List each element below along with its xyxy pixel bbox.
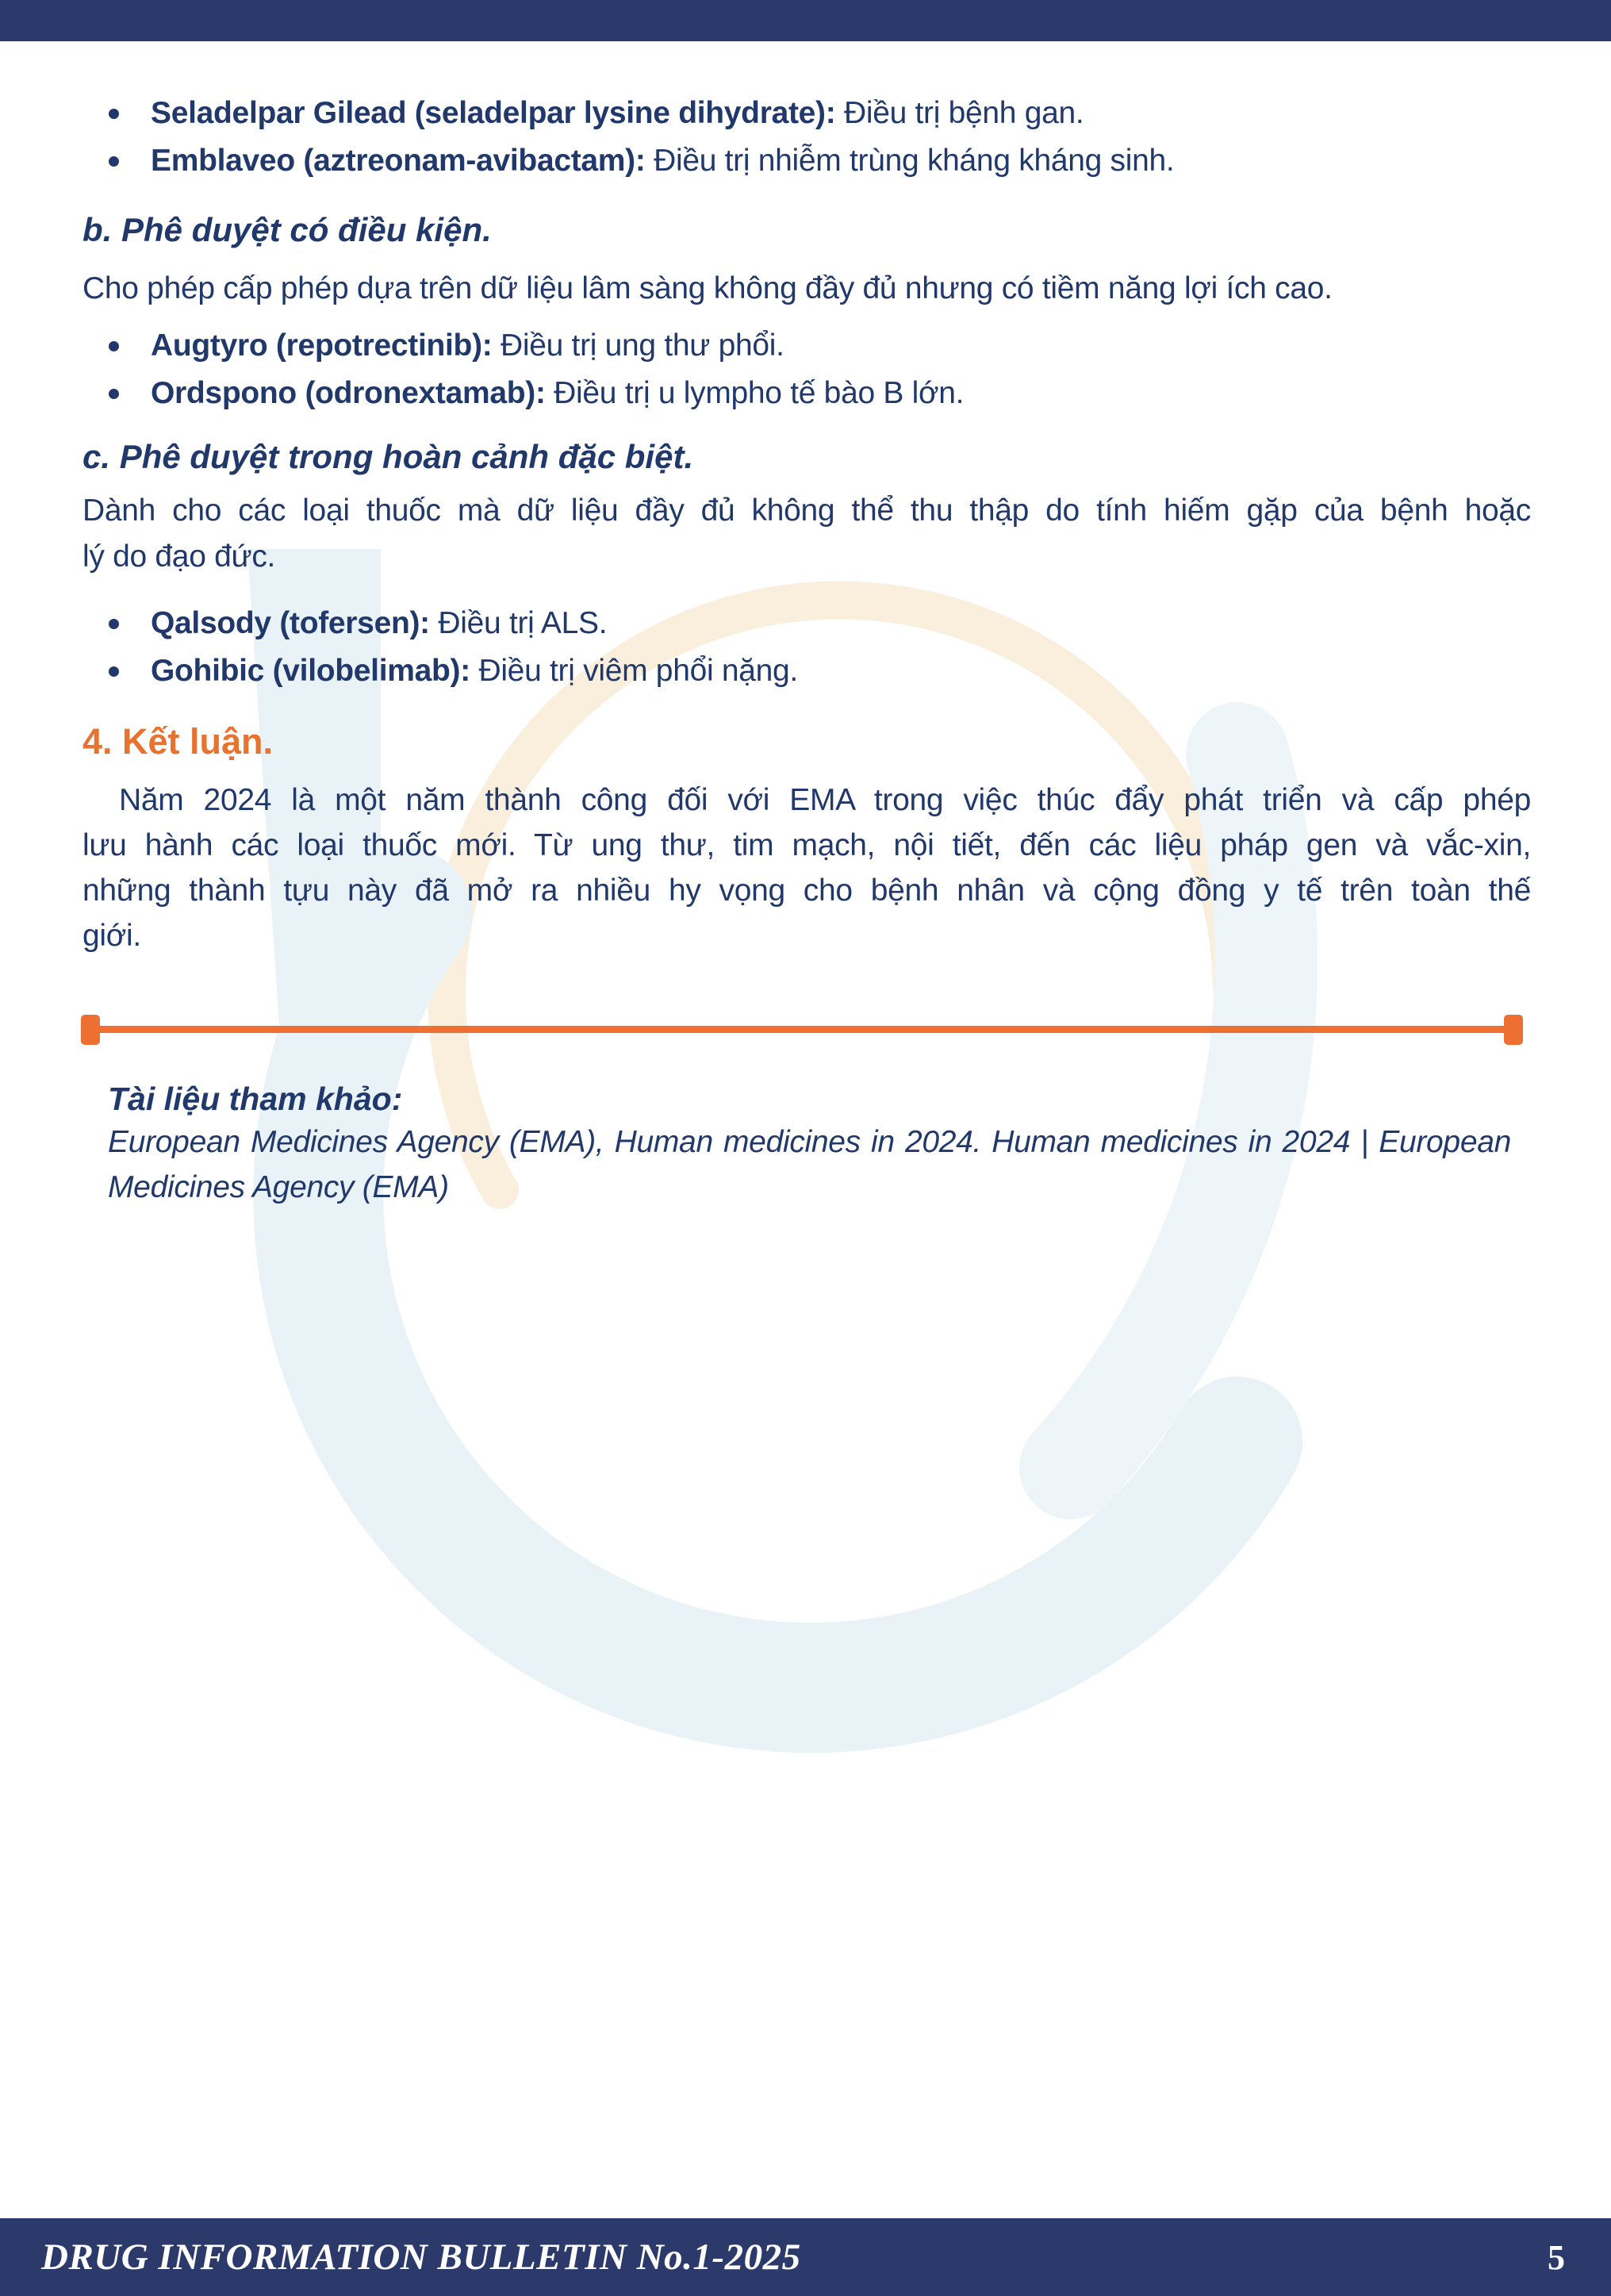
bullet-dot-icon — [109, 156, 119, 167]
drug-desc: Điều trị viêm phổi nặng. — [470, 654, 798, 688]
reference-line: Medicines Agency (EMA) — [108, 1170, 449, 1204]
divider-right-cap — [1504, 1015, 1523, 1045]
drug-desc: Điều trị nhiễm trùng kháng kháng sinh. — [645, 144, 1175, 178]
drug-name: Ordspono (odronextamab): — [151, 376, 546, 410]
section-divider — [82, 1026, 1523, 1033]
list-item — [82, 137, 1531, 185]
bullet-text — [151, 137, 1174, 185]
list-item — [82, 370, 1531, 417]
bullet-text — [151, 647, 798, 695]
drug-name: Seladelpar Gilead (seladelpar lysine dihydrate): — [151, 96, 836, 130]
drug-desc: Điều trị ALS. — [429, 606, 608, 640]
bullet-dot-icon — [109, 109, 119, 119]
paragraph-line: những thành tựu này đã mở ra nhiều hy vọng cho bệnh nhân và cộng đồng y tế trên toàn thế — [82, 873, 1531, 908]
bullet-dot-icon — [109, 666, 119, 677]
list-item — [82, 647, 1531, 695]
page-number: 5 — [1548, 2237, 1565, 2277]
section-b-heading: b. Phê duyệt có điều kiện. — [82, 211, 492, 248]
bullet-dot-icon — [109, 619, 119, 629]
bullet-text — [151, 322, 784, 370]
paragraph-line: lưu hành các loại thuốc mới. Từ ung thư, tim mạch, nội tiết, đến các liệu pháp gen và vắc-xin, — [82, 828, 1531, 862]
bullet-text — [151, 370, 964, 417]
references-block — [108, 1119, 1511, 1210]
footer-bar — [0, 2218, 1611, 2296]
top-bar — [0, 0, 1611, 41]
drug-name: Augtyro (repotrectinib): — [151, 328, 493, 363]
conclusion-heading: 4. Kết luận. — [82, 721, 274, 762]
drug-desc: Điều trị u lympho tế bào B lớn. — [545, 376, 965, 410]
drug-name: Emblaveo (aztreonam-avibactam): — [151, 144, 646, 178]
paragraph-line: Dành cho các loại thuốc mà dữ liệu đầy đủ không thể thu thập do tính hiếm gặp của bệnh hoặc — [82, 493, 1531, 528]
drug-name: Qalsody (tofersen): — [151, 606, 430, 640]
footer-title: DRUG INFORMATION BULLETIN No.1-2025 — [41, 2236, 801, 2278]
conclusion-paragraph — [82, 777, 1531, 958]
paragraph-line: Năm 2024 là một năm thành công đối với EMA trong việc thúc đẩy phát triển và cấp phép — [119, 783, 1531, 817]
bullet-dot-icon — [109, 389, 119, 399]
bullet-text — [151, 600, 607, 647]
bullet-text — [151, 90, 1084, 137]
section-b-paragraph: Cho phép cấp phép dựa trên dữ liệu lâm sàng không đầy đủ nhưng có tiềm năng lợi ích cao. — [82, 271, 1333, 305]
paragraph-line: lý do đạo đức. — [82, 539, 276, 574]
references-title: Tài liệu tham khảo: — [108, 1081, 403, 1117]
paragraph-line: giới. — [82, 919, 141, 953]
list-item — [82, 600, 1531, 647]
drug-desc: Điều trị bệnh gan. — [835, 96, 1084, 130]
list-item — [82, 90, 1531, 137]
section-c-paragraph — [82, 488, 1531, 580]
list-item — [82, 322, 1531, 370]
section-c-heading: c. Phê duyệt trong hoàn cảnh đặc biệt. — [82, 438, 694, 475]
bullet-list-b — [82, 322, 1531, 417]
bullet-list-c — [82, 600, 1531, 695]
drug-desc: Điều trị ung thư phổi. — [492, 328, 784, 363]
reference-line: European Medicines Agency (EMA), Human medicines in 2024. Human medicines in 2024 | European — [108, 1125, 1511, 1159]
drug-name: Gohibic (vilobelimab): — [151, 654, 470, 688]
bullet-dot-icon — [109, 341, 119, 351]
bullet-list-a — [82, 90, 1531, 185]
